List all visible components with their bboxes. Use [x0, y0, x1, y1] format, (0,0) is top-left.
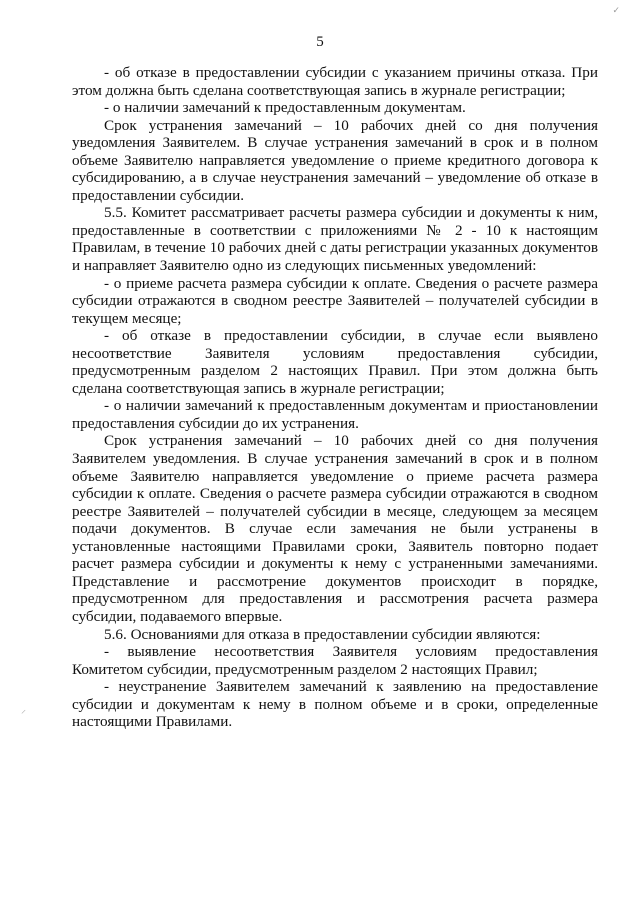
paragraph-refusal-mismatch: - об отказе в предоставлении субсидии, в случае если выявлено несоответствие Заявителя условиям предоставления субсидии, предусмотренным разделом 2 настоящих Правил. При этом должна быть сделана соответствующая запись в журнале регистрации;: [72, 327, 598, 397]
paragraph-acceptance-notice: - о приеме расчета размера субсидии к оплате. Сведения о расчете размера субсидии отражаются в сводном реестре Заявителей – получателей субсидии в текущем месяце;: [72, 274, 598, 327]
paragraph-remarks-deadline-2: Срок устранения замечаний – 10 рабочих дней со дня получения Заявителем уведомления. В случае устранения замечаний в срок и в полном объеме Заявителю направляется уведомление о приеме расчета размера субсидии к оплате. Сведения о расчете размера субсидии отражаются в сводном реестре Заявителей – получателей субсидии в месяце, следующем за месяцем подачи документов. В случае если замечания не были устранены в установленные настоящими Правилами сроки, Заявитель повторно подает расчет размера субсидии и документы к нему с устраненными замечаниями. Представление и рассмотрение документов происходит в порядке, предусмотренном для предоставления и рассмотрения расчета размера субсидии, подаваемого впервые.: [72, 432, 598, 625]
document-body: [72, 64, 598, 731]
scan-corner-mark: ✓: [612, 6, 620, 16]
paragraph-remarks-deadline: Срок устранения замечаний – 10 рабочих дней со дня получения уведомления Заявителем. В случае устранения замечаний в срок и в полном объеме Заявителю направляется уведомление о приеме кредитного договора к субсидированию, а в случае неустранения замечаний – уведомление об отказе в предоставлении субсидии.: [72, 116, 598, 204]
paragraph-ground-mismatch: - выявление несоответствия Заявителя условиям предоставления Комитетом субсидии, предусмотренным разделом 2 настоящих Правил;: [72, 643, 598, 678]
paragraph-ground-unresolved: - неустранение Заявителем замечаний к заявлению на предоставление субсидии и документам к нему в полном объеме и в сроки, определенные настоящими Правилами.: [72, 678, 598, 731]
paragraph-remarks-notice: - о наличии замечаний к предоставленным документам.: [104, 99, 466, 117]
page-number: 5: [316, 34, 324, 50]
paragraph-clause-5-6: 5.6. Основаниями для отказа в предоставлении субсидии являются:: [104, 625, 541, 643]
paragraph-clause-5-5: 5.5. Комитет рассматривает расчеты размера субсидии и документы к ним, предоставленные в соответствии с приложениями № 2 - 10 к настоящим Правилам, в течение 10 рабочих дней с даты регистрации указанных документов и направляет Заявителю одно из следующих письменных уведомлений:: [72, 204, 598, 275]
paragraph-refusal-notice: - об отказе в предоставлении субсидии с указанием причины отказа. При этом должна быть сделана соответствующая запись в журнале регистрации;: [72, 64, 598, 99]
scan-margin-mark: ⸍: [21, 709, 26, 720]
paragraph-suspension-notice: - о наличии замечаний к предоставленным документам и приостановлении предоставления субсидии до их устранения.: [72, 397, 598, 432]
